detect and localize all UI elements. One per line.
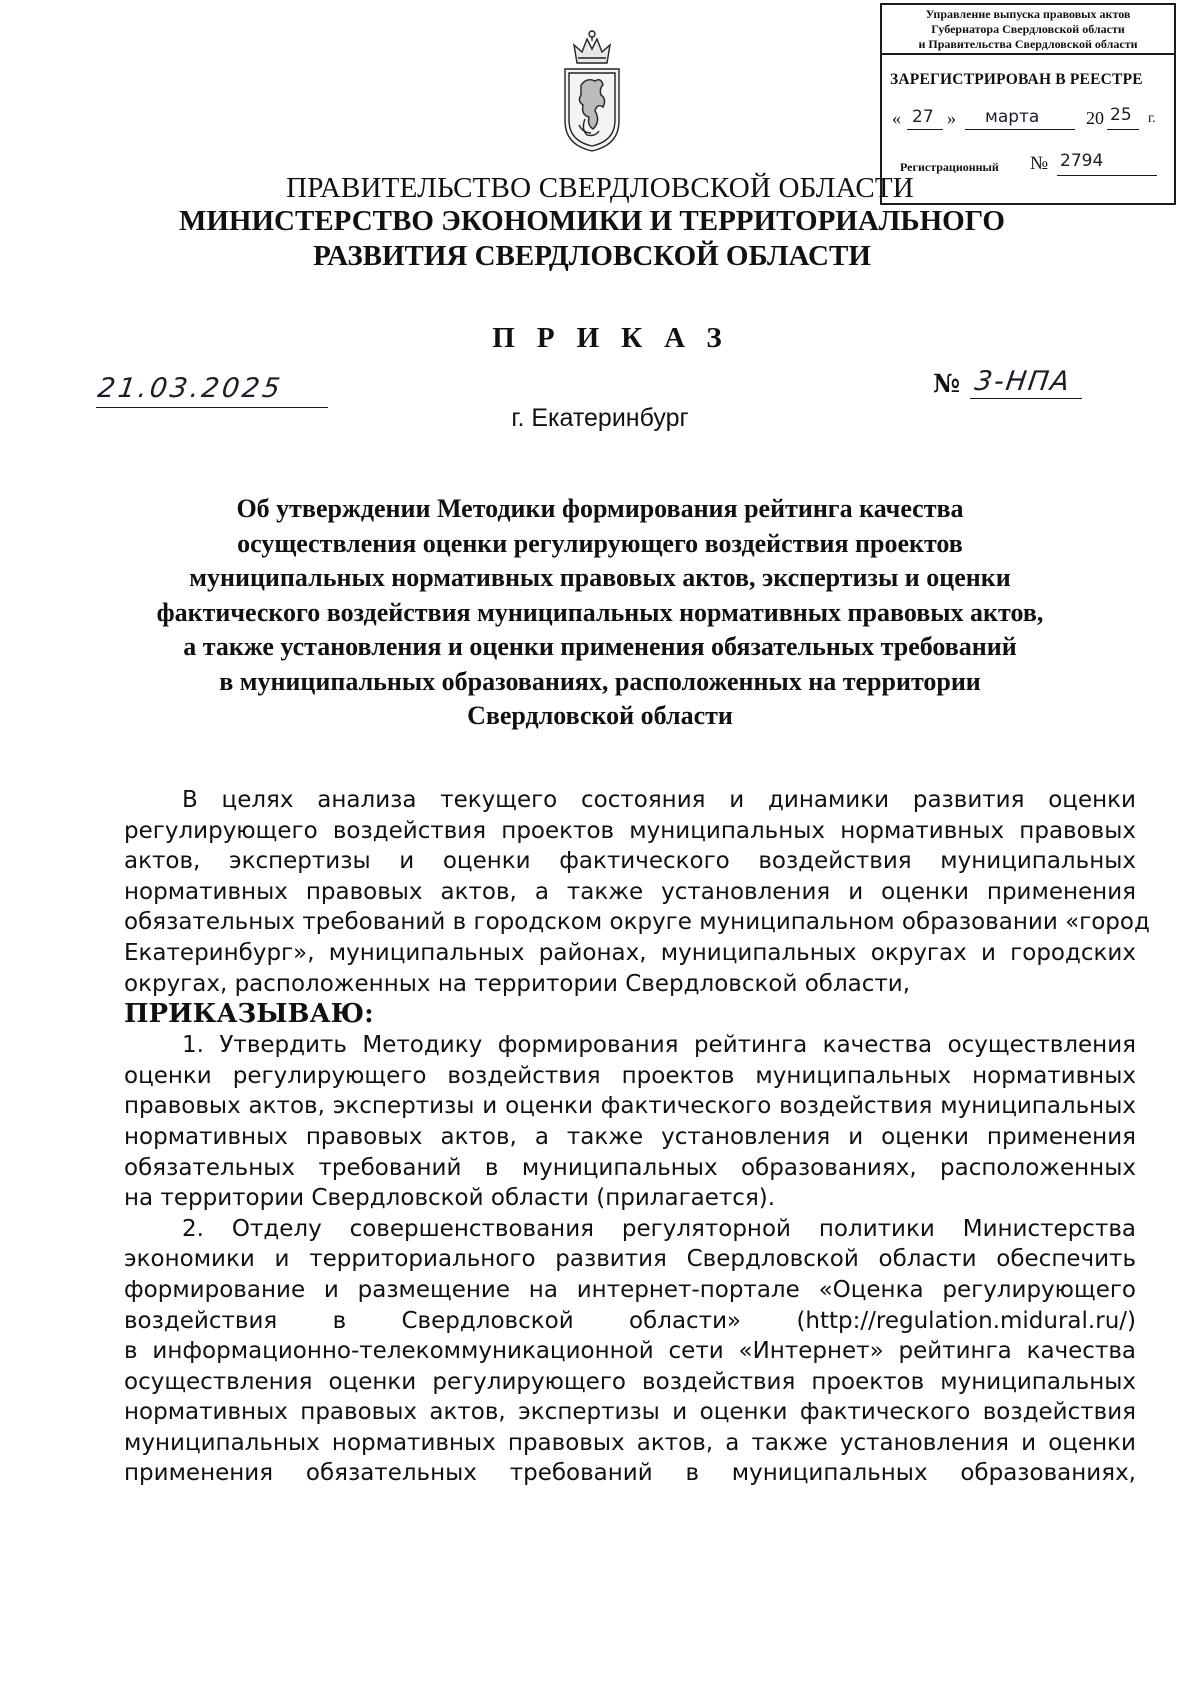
preamble-line: Екатеринбург», муниципальных районах, муниципальных округах и городских <box>124 939 1136 966</box>
coat-of-arms-icon <box>557 25 627 155</box>
stamp-reg-number: 2794 <box>1060 151 1104 171</box>
stamp-office-line: Управление выпуска правовых актов <box>925 7 1131 21</box>
stamp-reg-label: Регистрационный <box>900 160 999 174</box>
item2-line: в информационно-телекоммуникационной сети «Интернет» рейтинга качества <box>124 1338 1136 1365</box>
preamble-line: нормативных правовых актов, а также установления и оценки применения <box>124 878 1136 905</box>
number-underline <box>970 398 1082 399</box>
title-line: Об утверждении Методики формирования рейтинга качества <box>236 494 964 523</box>
item1-line: обязательных требований в муниципальных образованиях, расположенных <box>124 1154 1136 1181</box>
preamble-line: регулирующего воздействия проектов муниципальных нормативных правовых <box>124 817 1136 844</box>
item2-line: 2. Отделу совершенствования регуляторной политики Министерства <box>182 1215 1136 1242</box>
title-line: в муниципальных образованиях, расположенных на территории <box>219 666 981 696</box>
item2-line: осуществления оценки регулирующего воздействия проектов муниципальных <box>124 1368 1136 1395</box>
stamp-year-abbr: г. <box>1148 111 1156 126</box>
document-type: ПРИКАЗ <box>492 322 744 354</box>
title-line: фактического воздействия муниципальных нормативных правовых актов, <box>156 597 1044 627</box>
ministry-title-line1: МИНИСТЕРСТВО ЭКОНОМИКИ И ТЕРРИТОРИАЛЬНОГО <box>179 205 1005 237</box>
item2-line: воздействия в Свердловской области» (http://regulation.midural.ru/) <box>124 1307 1136 1334</box>
order-title <box>0 492 1200 734</box>
title-line: а также установления и оценки применения обязательных требований <box>183 632 1017 661</box>
order-date: 21.03.2025 <box>95 373 285 404</box>
stamp-reg-sign: № <box>1030 153 1049 174</box>
stamp-year-suffix: 25 <box>1110 105 1132 125</box>
item2-line: экономики и территориального развития Свердловской области обеспечить <box>124 1246 1136 1273</box>
stamp-year-line <box>1107 129 1139 130</box>
item1-line: нормативных правовых актов, а также установления и оценки применения <box>124 1123 1136 1150</box>
preamble-line: обязательных требований в городском округе муниципальном образовании «город <box>124 909 1150 936</box>
item2-line: формирование и размещение на интернет-портале «Оценка регулирующего <box>124 1276 1136 1303</box>
item1-line: правовых актов, экспертизы и оценки фактического воздействия муниципальных <box>124 1093 1136 1120</box>
stamp-office <box>882 5 1174 55</box>
order-number-sign: № <box>933 369 961 398</box>
stamp-quote-open: « <box>892 108 901 128</box>
stamp-day: 27 <box>912 107 934 127</box>
city: г. Екатеринбург <box>511 404 689 432</box>
item1-line: оценки регулирующего воздействия проектов муниципальных нормативных <box>124 1062 1136 1089</box>
order-body <box>124 785 1150 1489</box>
stamp-month: марта <box>985 107 1040 127</box>
item2-line: муниципальных нормативных правовых актов, а также установления и оценки <box>124 1429 1136 1456</box>
stamp-month-line <box>965 129 1075 130</box>
item2-line: применения обязательных требований в муниципальных образованиях, <box>124 1460 1136 1487</box>
government-title: ПРАВИТЕЛЬСТВО СВЕРДЛОВСКОЙ ОБЛАСТИ <box>286 172 914 204</box>
preamble-line: В целях анализа текущего состояния и динамики развития оценки <box>182 787 1136 813</box>
item1-line: 1. Утвердить Методику формирования рейтинга качества осуществления <box>182 1032 1136 1059</box>
preamble-line: актов, экспертизы и оценки фактического воздействия муниципальных <box>124 848 1136 875</box>
item2-line: нормативных правовых актов, экспертизы и оценки фактического воздействия <box>124 1399 1136 1426</box>
preamble-line: округах, расположенных на территории Свердловской области, <box>124 970 911 997</box>
title-line: Свердловской области <box>467 701 733 730</box>
stamp-day-line <box>907 129 943 130</box>
item1-line: на территории Свердловской области (прилагается). <box>124 1185 776 1212</box>
stamp-year-prefix: 20 <box>1086 108 1104 128</box>
stamp-quote-close: » <box>947 108 956 128</box>
stamp-registered-label: ЗАРЕГИСТРИРОВАН В РЕЕСТРЕ <box>890 71 1143 88</box>
stamp-office-line: и Правительства Свердловской области <box>918 37 1138 51</box>
orders-label: ПРИКАЗЫВАЮ: <box>124 999 374 1030</box>
order-number: 3-НПА <box>972 366 1074 397</box>
title-line: осуществления оценки регулирующего воздействия проектов <box>237 528 963 558</box>
ministry-title-line2: РАЗВИТИЯ СВЕРДЛОВСКОЙ ОБЛАСТИ <box>313 240 871 272</box>
stamp-office-line: Губернатора Свердловской области <box>931 22 1125 36</box>
title-line: муниципальных нормативных правовых актов, экспертизы и оценки <box>189 563 1011 592</box>
